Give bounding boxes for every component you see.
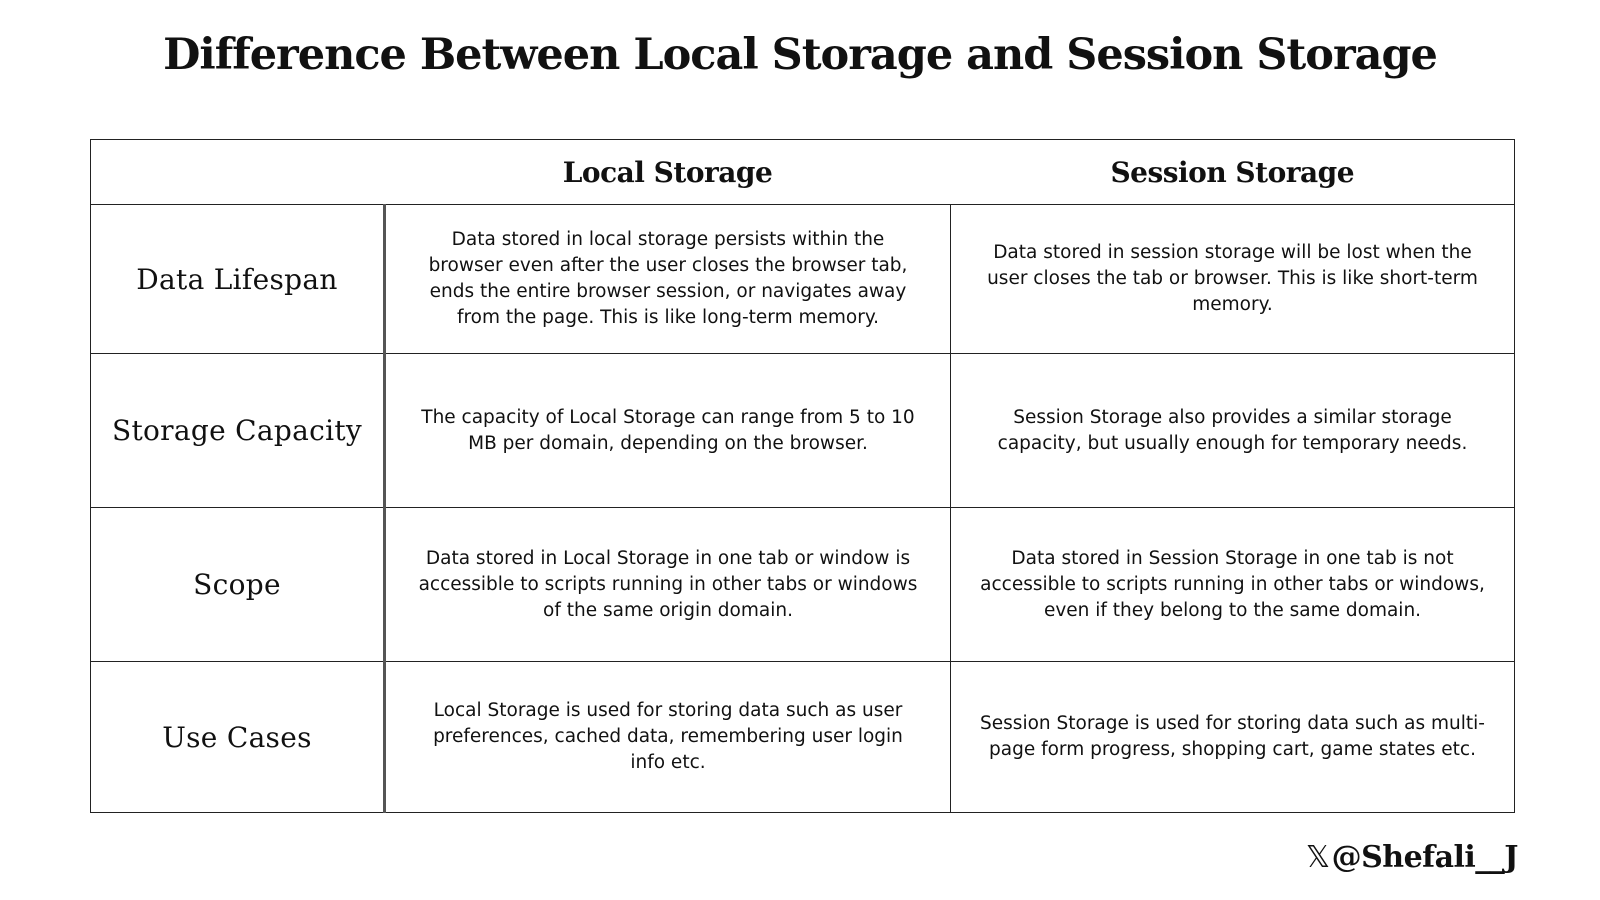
cell-local-data-lifespan: Data stored in local storage persists within the browser even after the user closes the browser tab, ends the entire browser session, or navigates away from the page. This is like long-term memory. — [385, 205, 951, 354]
comparison-table-wrapper — [90, 139, 1515, 813]
row-label-scope: Scope — [91, 508, 385, 662]
table-row — [91, 662, 1515, 813]
comparison-table — [90, 139, 1515, 813]
header-local-storage: Local Storage — [385, 140, 951, 205]
page-title: Difference Between Local Storage and Session Storage — [163, 30, 1437, 80]
table-row — [91, 354, 1515, 508]
row-label-data-lifespan: Data Lifespan — [91, 205, 385, 354]
x-logo-icon: 𝕏 — [1305, 840, 1330, 875]
cell-session-storage-capacity: Session Storage also provides a similar storage capacity, but usually enough for temporary needs. — [951, 354, 1515, 508]
cell-local-scope: Data stored in Local Storage in one tab or window is accessible to scripts running in other tabs or windows of the same origin domain. — [385, 508, 951, 662]
row-label-storage-capacity: Storage Capacity — [91, 354, 385, 508]
table-row — [91, 508, 1515, 662]
table-header-row — [91, 140, 1515, 205]
cell-session-data-lifespan: Data stored in session storage will be lost when the user closes the tab or browser. This is like short-term memory. — [951, 205, 1515, 354]
header-session-storage: Session Storage — [951, 140, 1515, 205]
author-handle: @Shefali__J — [1331, 840, 1518, 875]
cell-local-use-cases: Local Storage is used for storing data such as user preferences, cached data, remembering user login info etc. — [385, 662, 951, 813]
row-label-use-cases: Use Cases — [91, 662, 385, 813]
table-row — [91, 205, 1515, 354]
header-corner — [91, 140, 385, 205]
cell-session-use-cases: Session Storage is used for storing data such as multi-page form progress, shopping cart, game states etc. — [951, 662, 1515, 813]
author-credit — [1306, 840, 1518, 875]
cell-session-scope: Data stored in Session Storage in one tab is not accessible to scripts running in other tabs or windows, even if they belong to the same domain. — [951, 508, 1515, 662]
cell-local-storage-capacity: The capacity of Local Storage can range from 5 to 10 MB per domain, depending on the browser. — [385, 354, 951, 508]
